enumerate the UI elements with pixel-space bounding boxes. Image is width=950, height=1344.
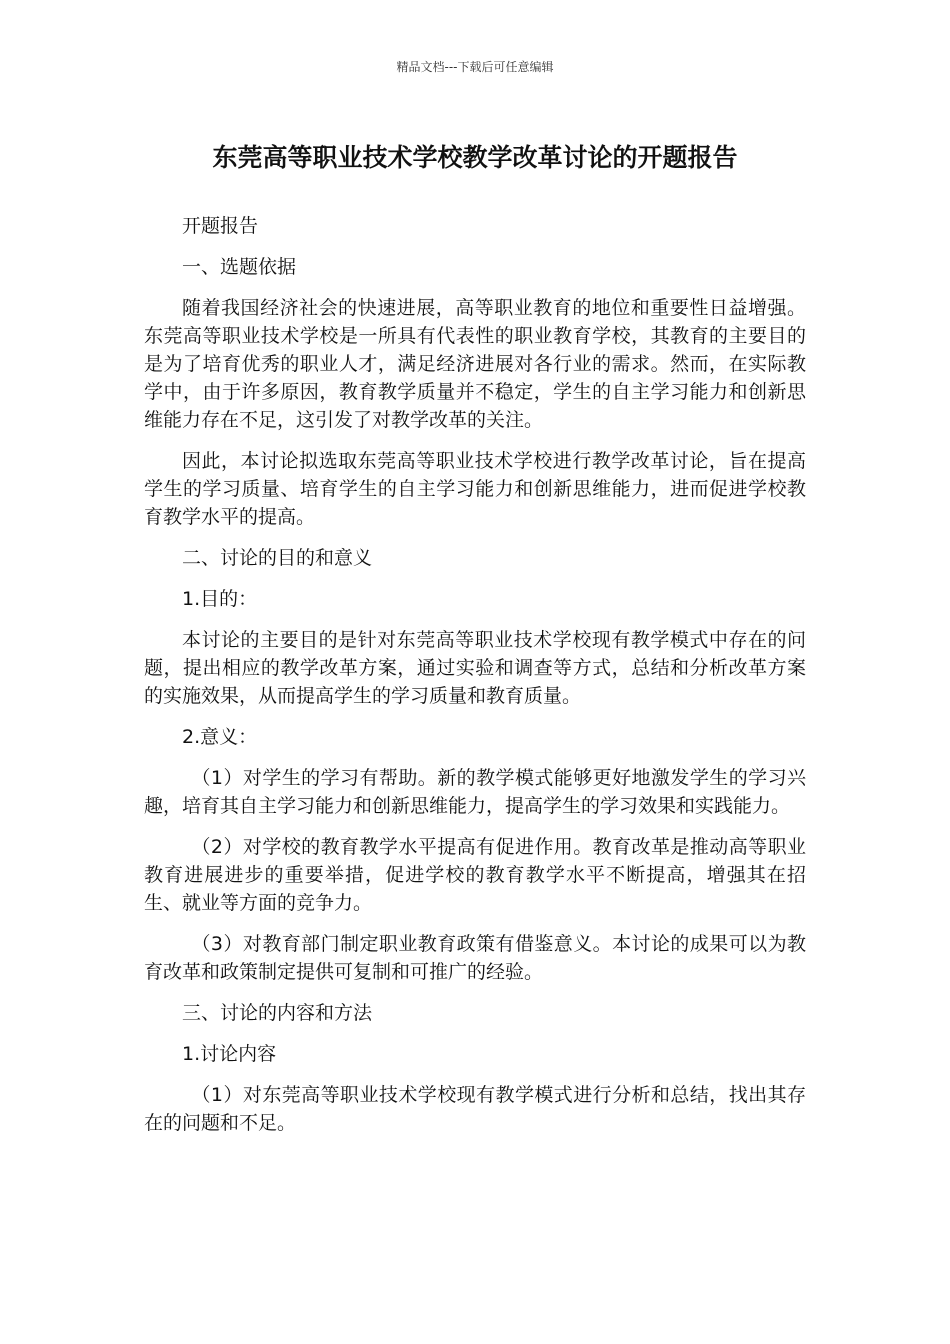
list-item: （1）对东莞高等职业技术学校现有教学模式进行分析和总结，找出其存在的问题和不足。 bbox=[144, 1084, 806, 1134]
list-item: （3）对教育部门制定职业教育政策有借鉴意义。本讨论的成果可以为教育改革和政策制定提供可复制和可推广的经验。 bbox=[144, 933, 806, 983]
subheading-purpose: 1.目的： bbox=[182, 588, 258, 610]
subheading-content: 1.讨论内容 bbox=[182, 1043, 277, 1065]
section-heading-content: 三、讨论的内容和方法 bbox=[182, 1002, 373, 1024]
document-body bbox=[144, 212, 806, 1150]
body-paragraph: 因此，本讨论拟选取东莞高等职业技术学校进行教学改革讨论，旨在提高学生的学习质量、培育学生的自主学习能力和创新思维能力，进而促进学校教育教学水平的提高。 bbox=[144, 450, 806, 528]
section-heading-purpose: 二、讨论的目的和意义 bbox=[182, 547, 373, 569]
body-paragraph: 随着我国经济社会的快速进展，高等职业教育的地位和重要性日益增强。东莞高等职业技术学校是一所具有代表性的职业教育学校，其教育的主要目的是为了培育优秀的职业人才，满足经济进展对各行业的需求。然而，在实际教学中，由于许多原因，教育教学质量并不稳定，学生的自主学习能力和创新思维能力存在不足，这引发了对教学改革的关注。 bbox=[144, 297, 806, 431]
section-heading-basis: 一、选题依据 bbox=[182, 256, 297, 278]
document-title: 东莞高等职业技术学校教学改革讨论的开题报告 bbox=[212, 143, 738, 172]
header-note: 精品文档---下载后可任意编辑 bbox=[396, 60, 554, 74]
list-item: （1）对学生的学习有帮助。新的教学模式能够更好地激发学生的学习兴趣，培育其自主学习能力和创新思维能力，提高学生的学习效果和实践能力。 bbox=[144, 767, 806, 817]
body-paragraph: 本讨论的主要目的是针对东莞高等职业技术学校现有教学模式中存在的问题，提出相应的教学改革方案，通过实验和调查等方式，总结和分析改革方案的实施效果，从而提高学生的学习质量和教育质量。 bbox=[144, 629, 806, 707]
list-item: （2）对学校的教育教学水平提高有促进作用。教育改革是推动高等职业教育进展进步的重要举措，促进学校的教育教学水平不断提高，增强其在招生、就业等方面的竞争力。 bbox=[144, 836, 806, 914]
subheading-significance: 2.意义： bbox=[182, 726, 258, 748]
section-label-report: 开题报告 bbox=[182, 215, 259, 237]
